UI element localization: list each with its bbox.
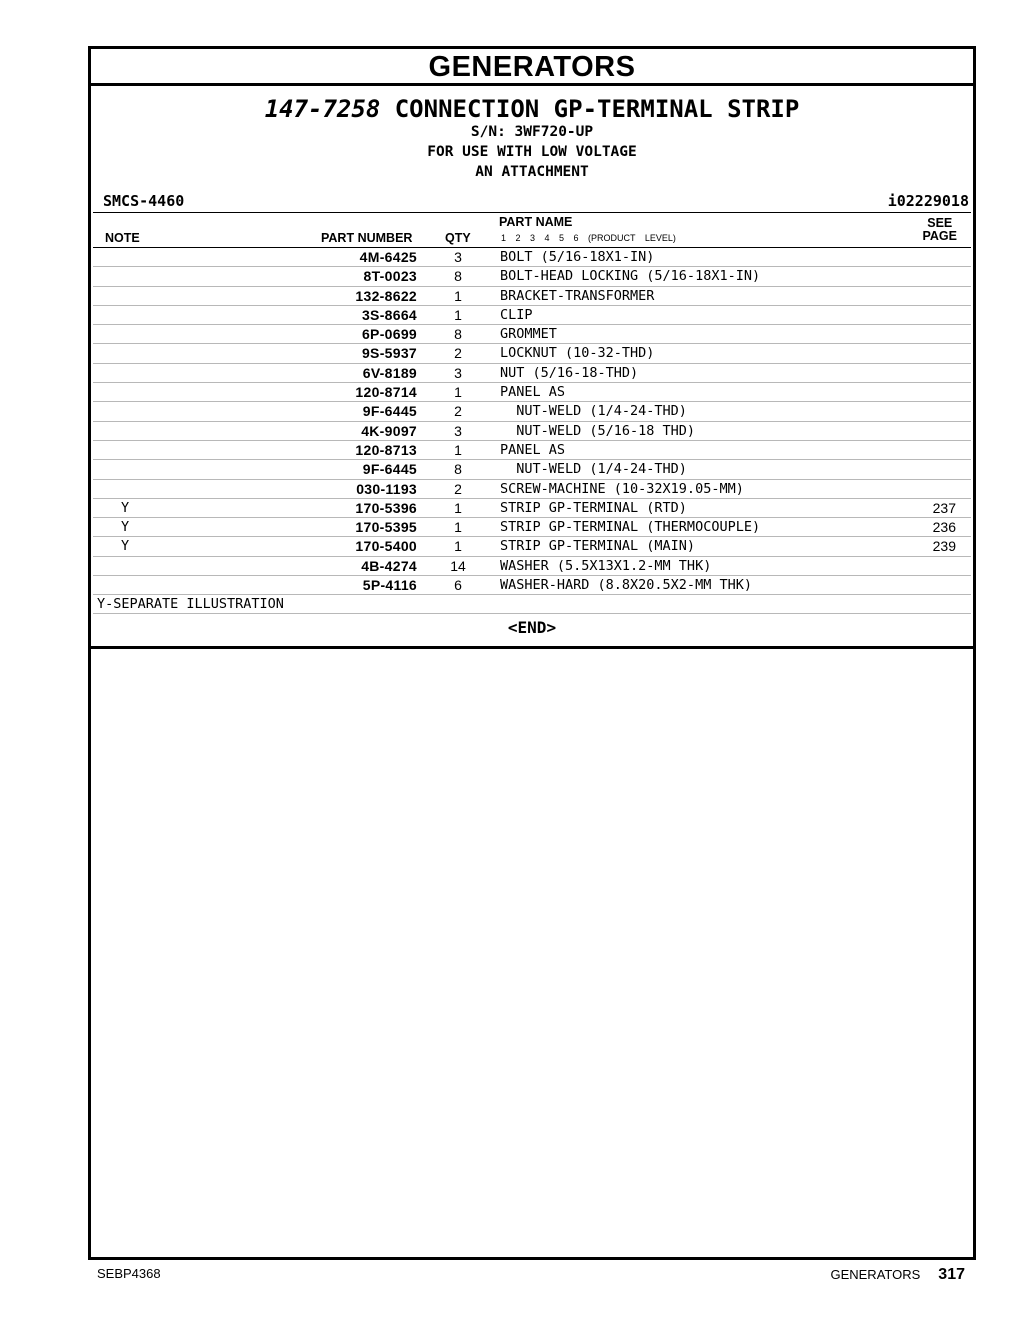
row-part-number: 9F-6445 bbox=[362, 403, 417, 420]
table-row bbox=[93, 402, 971, 421]
row-see-page: 239 bbox=[932, 538, 956, 555]
row-part-name: NUT-WELD (1/4-24-THD) bbox=[500, 403, 687, 420]
row-qty: 14 bbox=[450, 557, 466, 574]
header-part-number: PART NUMBER bbox=[321, 231, 413, 245]
row-part-number: 170-5396 bbox=[355, 499, 417, 516]
table-row bbox=[93, 499, 971, 518]
serial-number: S/N: 3WF720-UP bbox=[470, 124, 594, 140]
row-part-name: PANEL AS bbox=[500, 441, 566, 458]
table-row bbox=[93, 248, 971, 267]
row-qty: 3 bbox=[454, 249, 462, 265]
row-qty: 6 bbox=[454, 577, 462, 594]
table-row bbox=[93, 364, 971, 383]
table-row bbox=[93, 518, 971, 537]
row-qty: 8 bbox=[454, 268, 462, 285]
row-part-number: 120-8713 bbox=[355, 441, 417, 458]
section-title: GENERATORS bbox=[91, 49, 973, 86]
table-row bbox=[93, 460, 971, 479]
row-part-number: 3S-8664 bbox=[361, 306, 417, 323]
meta-line bbox=[91, 188, 973, 212]
row-qty: 1 bbox=[454, 519, 462, 536]
row-qty: 1 bbox=[454, 287, 462, 304]
row-part-number: 170-5395 bbox=[355, 519, 417, 536]
table-row bbox=[93, 267, 971, 286]
table-row bbox=[93, 422, 971, 441]
row-part-name: BOLT (5/16-18X1-IN) bbox=[500, 249, 655, 265]
row-part-name: WASHER (5.5X13X1.2-MM THK) bbox=[500, 557, 712, 574]
row-part-number: 170-5400 bbox=[355, 538, 417, 555]
row-part-name: BRACKET-TRANSFORMER bbox=[500, 287, 655, 304]
row-part-name: GROMMET bbox=[500, 326, 557, 343]
row-part-name: NUT-WELD (1/4-24-THD) bbox=[500, 461, 687, 478]
end-marker: <END> bbox=[507, 618, 557, 638]
table-row bbox=[93, 306, 971, 325]
legend-note: Y-SEPARATE ILLUSTRATION bbox=[93, 595, 971, 614]
header-note: NOTE bbox=[105, 231, 140, 245]
usage-note: FOR USE WITH LOW VOLTAGE bbox=[427, 144, 637, 160]
header-part-name: PART NAME bbox=[499, 215, 573, 229]
header-see-page bbox=[923, 217, 958, 243]
row-qty: 2 bbox=[454, 480, 462, 497]
header-see: SEE bbox=[927, 216, 953, 230]
row-qty: 2 bbox=[454, 345, 462, 362]
row-see-page: 237 bbox=[932, 499, 956, 516]
row-part-number: 5P-4116 bbox=[362, 577, 417, 594]
row-part-number: 4B-4274 bbox=[361, 557, 417, 574]
section-divider bbox=[91, 646, 973, 649]
group-name: CONNECTION GP-TERMINAL STRIP bbox=[394, 95, 800, 123]
row-part-number: 4K-9097 bbox=[361, 422, 417, 439]
footer-page-number: 317 bbox=[938, 1266, 965, 1283]
row-qty: 3 bbox=[454, 422, 462, 439]
group-title bbox=[91, 96, 973, 122]
row-part-name: STRIP GP-TERMINAL (MAIN) bbox=[500, 538, 696, 555]
group-part-number: 147-7258 bbox=[264, 95, 381, 123]
table-row bbox=[93, 557, 971, 576]
row-qty: 2 bbox=[454, 403, 462, 420]
row-note: Y bbox=[121, 499, 130, 516]
header-page: PAGE bbox=[922, 229, 957, 243]
row-part-name: STRIP GP-TERMINAL (THERMOCOUPLE) bbox=[500, 519, 761, 536]
table-row bbox=[93, 480, 971, 499]
footer-right bbox=[830, 1266, 965, 1284]
row-note: Y bbox=[121, 519, 130, 536]
row-part-number: 4M-6425 bbox=[359, 249, 417, 265]
row-part-number: 6V-8189 bbox=[362, 364, 417, 381]
header-product-level: 1 2 3 4 5 6 (PRODUCT LEVEL) bbox=[501, 233, 676, 243]
footer-section: GENERATORS bbox=[830, 1267, 921, 1282]
table-row bbox=[93, 383, 971, 402]
parts-table-body bbox=[91, 248, 973, 595]
header-qty: QTY bbox=[445, 231, 471, 245]
row-qty: 1 bbox=[454, 538, 462, 555]
table-row bbox=[93, 287, 971, 306]
row-part-number: 9S-5937 bbox=[361, 345, 417, 362]
row-part-name: STRIP GP-TERMINAL (RTD) bbox=[500, 499, 687, 516]
row-part-number: 9F-6445 bbox=[362, 461, 417, 478]
table-header bbox=[93, 212, 971, 248]
row-part-number: 132-8622 bbox=[355, 287, 417, 304]
row-part-number: 6P-0699 bbox=[361, 326, 417, 343]
row-part-name: NUT-WELD (5/16-18 THD) bbox=[500, 422, 696, 439]
row-qty: 1 bbox=[454, 306, 462, 323]
illustration-id: i02229018 bbox=[887, 192, 969, 210]
attachment-note: AN ATTACHMENT bbox=[475, 164, 589, 180]
row-part-name: CLIP bbox=[500, 306, 533, 323]
row-qty: 3 bbox=[454, 364, 462, 381]
row-qty: 1 bbox=[454, 499, 462, 516]
row-part-name: BOLT-HEAD LOCKING (5/16-18X1-IN) bbox=[500, 268, 761, 285]
row-part-name: WASHER-HARD (8.8X20.5X2-MM THK) bbox=[500, 577, 752, 594]
row-part-name: PANEL AS bbox=[500, 384, 566, 401]
table-row bbox=[93, 344, 971, 363]
row-qty: 1 bbox=[454, 384, 462, 401]
footer-doc-id: SEBP4368 bbox=[97, 1266, 161, 1281]
row-note: Y bbox=[121, 538, 130, 555]
row-part-number: 120-8714 bbox=[355, 384, 417, 401]
smcs-code: SMCS-4460 bbox=[103, 192, 185, 210]
row-see-page: 236 bbox=[932, 519, 956, 536]
row-qty: 1 bbox=[454, 441, 462, 458]
row-part-name: LOCKNUT (10-32-THD) bbox=[500, 345, 655, 362]
row-part-number: 030-1193 bbox=[356, 480, 417, 497]
row-part-name: NUT (5/16-18-THD) bbox=[500, 364, 639, 381]
parts-page-frame bbox=[88, 46, 976, 1260]
table-row bbox=[93, 537, 971, 556]
row-part-name: SCREW-MACHINE (10-32X19.05-MM) bbox=[500, 480, 744, 497]
table-row bbox=[93, 441, 971, 460]
row-qty: 8 bbox=[454, 461, 462, 478]
row-part-number: 8T-0023 bbox=[363, 268, 417, 285]
row-qty: 8 bbox=[454, 326, 462, 343]
table-row bbox=[93, 576, 971, 595]
table-row bbox=[93, 325, 971, 344]
